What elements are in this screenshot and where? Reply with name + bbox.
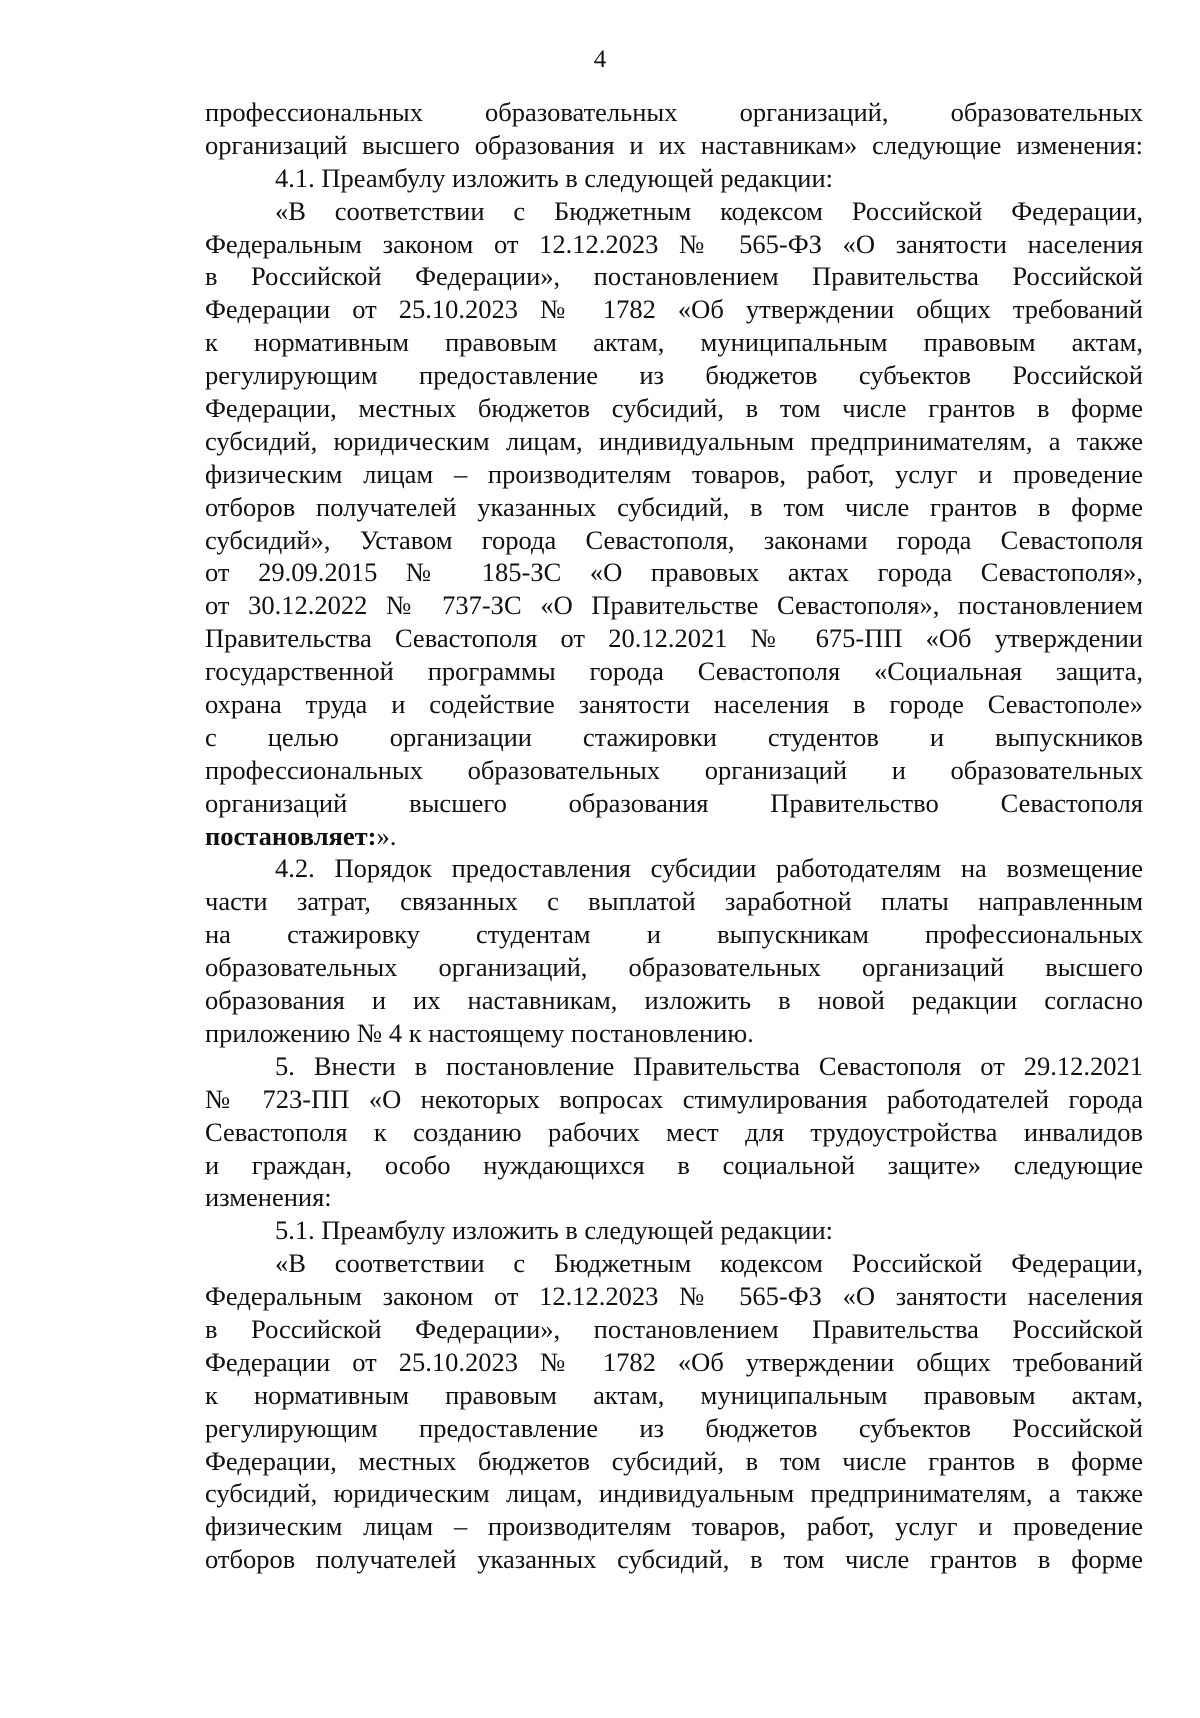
- text-line: к нормативным правовым актам, муниципальным правовым актам,: [205, 1379, 1143, 1410]
- text-line: от 30.12.2022 № 737-ЗС «О Правительстве Севастополя», постановлением: [205, 590, 1143, 621]
- text-line: «В соответствии с Бюджетным кодексом Российской Федерации,: [275, 195, 1143, 226]
- text-line: Правительства Севастополя от 20.12.2021 № 675-ПП «Об утверждении: [205, 623, 1143, 654]
- text-line: на стажировку студентам и выпускникам профессиональных: [205, 919, 1143, 950]
- text-line: [205, 820, 1143, 853]
- text-line: с целью организации стажировки студентов и выпускников: [205, 721, 1143, 752]
- text-line: образования и их наставникам, изложить в новой редакции согласно: [205, 985, 1143, 1016]
- text-line: № 723-ПП «О некоторых вопросах стимулирования работодателей города: [205, 1083, 1143, 1114]
- text-line: Федеральным законом от 12.12.2023 № 565-ФЗ «О занятости населения: [205, 228, 1143, 259]
- page-number: 4: [593, 46, 607, 73]
- text-line: 4.2. Порядок предоставления субсидии работодателям на возмещение: [275, 853, 1143, 884]
- text-line: субсидий, юридическим лицам, индивидуальным предпринимателям, а также: [205, 1478, 1143, 1509]
- text-line: Федерации, местных бюджетов субсидий, в том числе грантов в форме: [205, 1445, 1143, 1476]
- text-line: Федеральным законом от 12.12.2023 № 565-ФЗ «О занятости населения: [205, 1281, 1143, 1312]
- text-line: 5. Внести в постановление Правительства Севастополя от 29.12.2021: [275, 1050, 1143, 1081]
- text-line: образовательных организаций, образовательных организаций высшего: [205, 952, 1143, 983]
- text-line: 5.1. Преамбулу изложить в следующей редакции:: [275, 1215, 834, 1246]
- text-line: к нормативным правовым актам, муниципальным правовым актам,: [205, 327, 1143, 358]
- text-line: в Российской Федерации», постановлением Правительства Российской: [205, 261, 1143, 292]
- text-line: организаций высшего образования Правительство Севастополя: [205, 787, 1143, 818]
- text-line: в Российской Федерации», постановлением Правительства Российской: [205, 1313, 1143, 1344]
- text-line: изменения:: [205, 1182, 332, 1213]
- text-line: Севастополя к созданию рабочих мест для трудоустройства инвалидов: [205, 1116, 1143, 1147]
- text-line: приложению № 4 к настоящему постановлению.: [205, 1017, 754, 1048]
- text-line: регулирующим предоставление из бюджетов субъектов Российской: [205, 1412, 1143, 1443]
- text-line: 4.1. Преамбулу изложить в следующей редакции:: [275, 162, 834, 193]
- text-line: субсидий, юридическим лицам, индивидуальным предпринимателям, а также: [205, 425, 1143, 456]
- text-line: регулирующим предоставление из бюджетов субъектов Российской: [205, 360, 1143, 391]
- text-line: физическим лицам – производителям товаров, работ, услуг и проведение: [205, 1511, 1143, 1542]
- text-line: Федерации от 25.10.2023 № 1782 «Об утверждении общих требований: [205, 294, 1143, 325]
- document-body: [205, 96, 1143, 1576]
- text-line: «В соответствии с Бюджетным кодексом Российской Федерации,: [275, 1248, 1143, 1279]
- text-line: части затрат, связанных с выплатой заработной платы направленным: [205, 886, 1143, 917]
- text-line: от 29.09.2015 № 185-ЗС «О правовых актах города Севастополя»,: [205, 557, 1143, 588]
- text-line: организаций высшего образования и их наставникам» следующие изменения:: [205, 129, 1143, 160]
- text-line: охрана труда и содействие занятости населения в городе Севастополе»: [205, 689, 1143, 720]
- text-line: отборов получателей указанных субсидий, в том числе грантов в форме: [205, 1544, 1143, 1575]
- text-line: профессиональных образовательных организаций, образовательных: [205, 97, 1143, 127]
- text-line: государственной программы города Севастополя «Социальная защита,: [205, 656, 1143, 687]
- text-line: и граждан, особо нуждающихся в социальной защите» следующие: [205, 1149, 1143, 1180]
- text-line: физическим лицам – производителям товаров, работ, услуг и проведение: [205, 458, 1143, 489]
- text-line: Федерации от 25.10.2023 № 1782 «Об утверждении общих требований: [205, 1346, 1143, 1377]
- text-line: отборов получателей указанных субсидий, в том числе грантов в форме: [205, 491, 1143, 522]
- text-line: профессиональных образовательных организаций и образовательных: [205, 754, 1143, 785]
- text-line: субсидий», Уставом города Севастополя, законами города Севастополя: [205, 524, 1143, 555]
- text-line: Федерации, местных бюджетов субсидий, в том числе грантов в форме: [205, 393, 1143, 424]
- bold-text: постановляет:: [205, 820, 377, 851]
- text-rest: ».: [376, 820, 397, 851]
